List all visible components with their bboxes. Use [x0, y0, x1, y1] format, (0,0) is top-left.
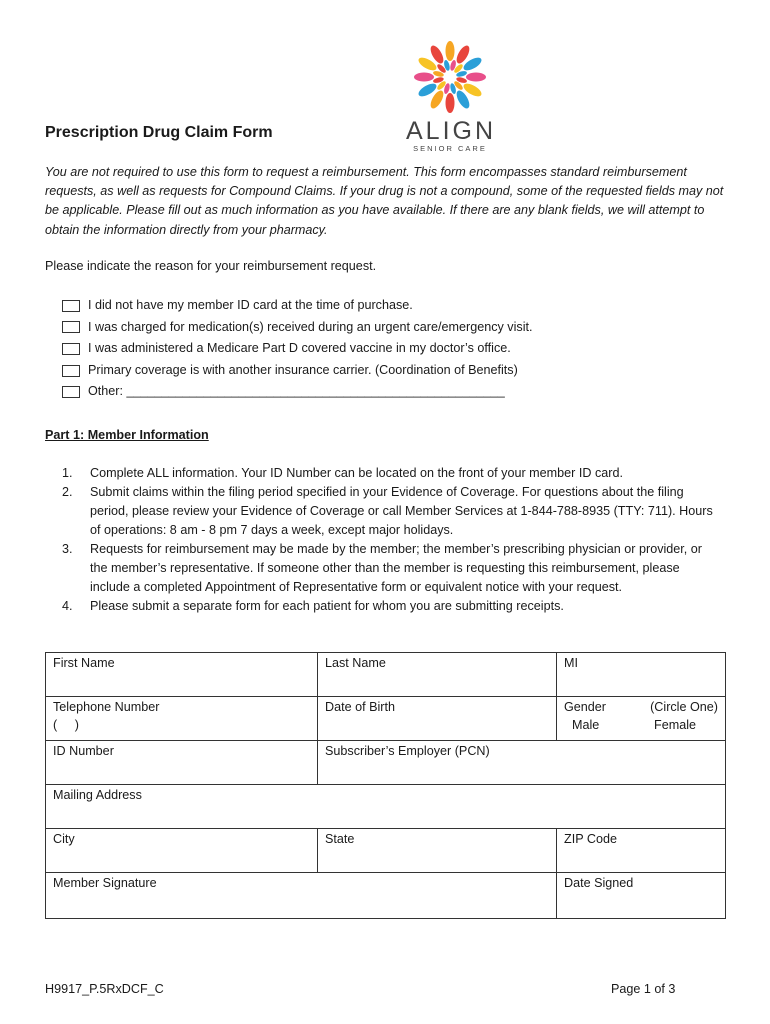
date-signed-field[interactable] — [557, 873, 726, 919]
instruction-text: Complete ALL information. Your ID Number can be located on the front of your member ID card. — [90, 466, 623, 480]
mailing-address-field[interactable] — [46, 785, 726, 829]
instruction-list — [62, 464, 722, 616]
id-number-field[interactable] — [46, 741, 318, 785]
reason-prompt: Please indicate the reason for your reimbursement request. — [45, 259, 377, 273]
last-name-label: Last Name — [325, 656, 386, 670]
city-field[interactable] — [46, 829, 318, 873]
checkbox[interactable] — [62, 386, 80, 398]
logo-subtitle: SENIOR CARE — [413, 144, 487, 153]
reason-item — [62, 295, 533, 317]
employer-label: Subscriber’s Employer (PCN) — [325, 744, 490, 758]
instruction-text: Please submit a separate form for each patient for whom you are submitting receipts. — [90, 599, 564, 613]
gender-header — [564, 700, 718, 714]
first-name-label: First Name — [53, 656, 115, 670]
reason-item — [62, 360, 533, 382]
intro-paragraph: You are not required to use this form to request a reimbursement. This form encompasses standard reimbursement requests, as well as requests for Compound Claims. If your drug is not a compound, some of the requested fields may not be applicable. Please fill out as much information as you have available. If there are any blank fields, we will attempt to obtain the information directly from your pharmacy. — [45, 165, 724, 237]
page-number: Page 1 of 3 — [611, 982, 676, 996]
checkbox[interactable] — [62, 365, 80, 377]
gender-female-option[interactable]: Female — [654, 718, 696, 732]
instruction-item — [62, 483, 722, 540]
zip-label: ZIP Code — [564, 832, 617, 846]
form-code: H9917_P.5RxDCF_C — [45, 982, 164, 996]
checkbox[interactable] — [62, 343, 80, 355]
dob-field[interactable] — [318, 697, 557, 741]
first-name-field[interactable] — [46, 653, 318, 697]
reason-label: I was administered a Medicare Part D covered vaccine in my doctor’s office. — [88, 341, 511, 356]
telephone-field[interactable] — [46, 697, 318, 741]
part1-heading: Part 1: Member Information — [45, 428, 209, 442]
state-label: State — [325, 832, 355, 846]
employer-field[interactable] — [318, 741, 726, 785]
member-info-table — [45, 652, 726, 919]
zip-field[interactable] — [557, 829, 726, 873]
logo-brand: ALIGN — [406, 117, 497, 145]
checkbox[interactable] — [62, 321, 80, 333]
checkbox[interactable] — [62, 300, 80, 312]
date-signed-label: Date Signed — [564, 876, 634, 890]
signature-field[interactable] — [46, 873, 557, 919]
reason-item — [62, 317, 533, 339]
instruction-item — [62, 464, 722, 483]
dob-label: Date of Birth — [325, 700, 395, 714]
instruction-item — [62, 597, 722, 616]
reason-label: Primary coverage is with another insurance carrier. (Coordination of Benefits) — [88, 362, 518, 377]
circle-one-label: (Circle One) — [650, 700, 718, 714]
mi-field[interactable] — [557, 653, 726, 697]
align-logo — [406, 38, 497, 153]
mailing-address-label: Mailing Address — [53, 788, 142, 802]
gender-male-option[interactable]: Male — [572, 718, 600, 732]
gender-field[interactable] — [557, 697, 726, 741]
instruction-text: Requests for reimbursement may be made by the member; the member’s prescribing physician or provider, or the member’s representative. If someone other than the member is requesting this reimbursement, please include a completed Appointment of Representative form or equivalent notice with your request. — [90, 542, 702, 594]
logo-petal — [466, 73, 486, 82]
state-field[interactable] — [318, 829, 557, 873]
gender-label: Gender — [564, 700, 607, 714]
logo-petal — [446, 93, 455, 113]
gender-options — [564, 718, 718, 732]
align-flower-icon — [413, 38, 487, 116]
logo-petal — [414, 73, 434, 82]
reason-label: I was charged for medication(s) received during an urgent care/emergency visit. — [88, 319, 533, 334]
reason-label: Other: ______________________________________________________ — [88, 384, 505, 399]
signature-label: Member Signature — [53, 876, 157, 890]
telephone-label: Telephone Number — [53, 700, 160, 714]
reason-item — [62, 381, 533, 403]
instruction-number: 1. — [62, 466, 73, 480]
city-label: City — [53, 832, 75, 846]
instruction-item — [62, 540, 722, 597]
telephone-area-code: ( ) — [53, 718, 79, 732]
logo-petal — [446, 41, 455, 61]
instruction-number: 4. — [62, 599, 73, 613]
reason-label: I did not have my member ID card at the time of purchase. — [88, 298, 413, 312]
reason-item — [62, 338, 533, 360]
page-title: Prescription Drug Claim Form — [45, 124, 273, 141]
instruction-number: 3. — [62, 542, 73, 556]
id-number-label: ID Number — [53, 744, 114, 758]
reason-checklist — [62, 295, 533, 403]
instruction-number: 2. — [62, 485, 73, 499]
instruction-text: Submit claims within the filing period specified in your Evidence of Coverage. For questions about the filing period, please review your Evidence of Coverage or call Member Services at 1-844-788-8935 (TTY: 711). Hours of operations: 8 am - 8 pm 7 days a week, except major holidays. — [90, 485, 713, 537]
last-name-field[interactable] — [318, 653, 557, 697]
mi-label: MI — [564, 656, 578, 670]
